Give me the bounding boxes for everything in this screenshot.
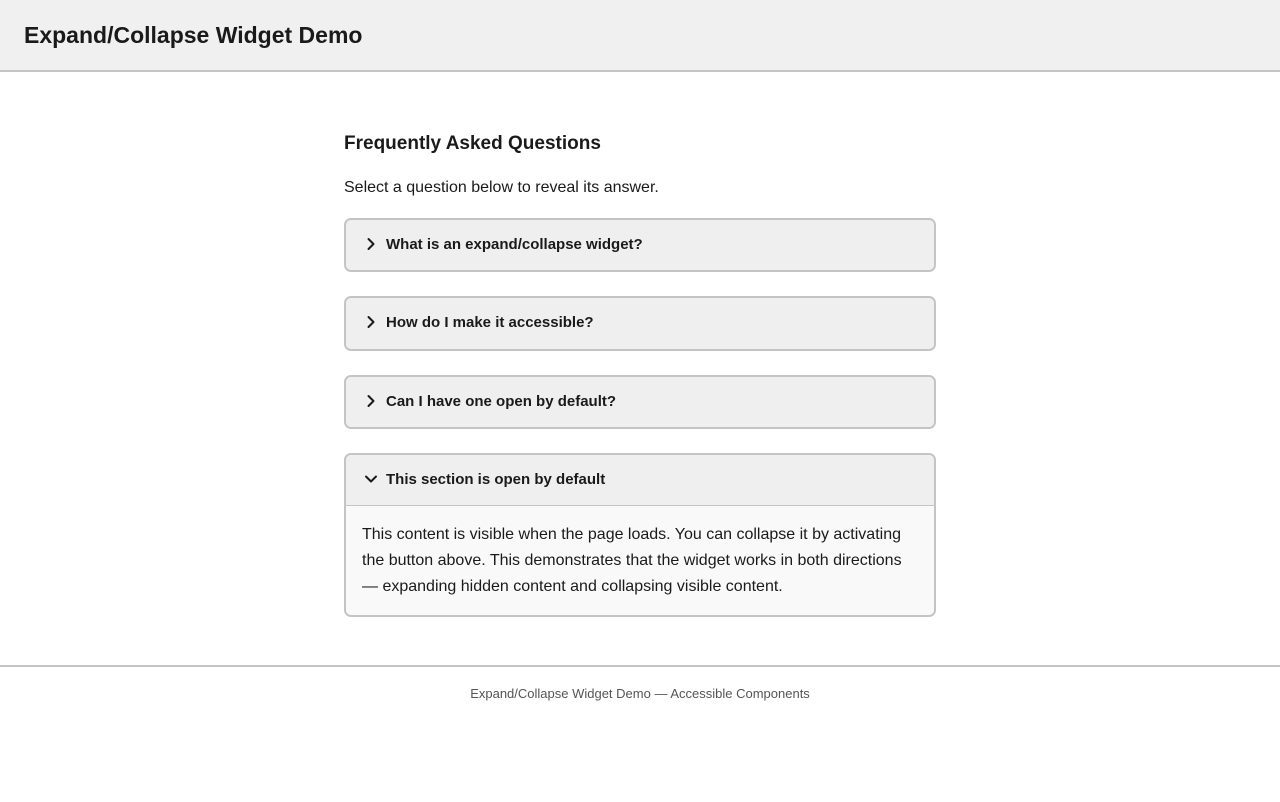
faq-item — [344, 375, 936, 429]
chevron-down-icon — [364, 472, 378, 486]
faq-toggle-button[interactable] — [346, 298, 934, 348]
chevron-right-icon — [364, 394, 378, 408]
page-title: Expand/Collapse Widget Demo — [24, 22, 363, 48]
faq-question-label: Can I have one open by default? — [386, 393, 617, 410]
faq-question-label: What is an expand/collapse widget? — [386, 236, 643, 253]
faq-answer-panel: This content is visible when the page loads. You can collapse it by activating the button above. This demonstrates that the widget works in both directions — expanding hidden content and collapsing visible content. — [346, 505, 934, 616]
faq-item — [344, 218, 936, 272]
faq-question-label: How do I make it accessible? — [386, 314, 594, 331]
faq-question-label: This section is open by default — [386, 471, 606, 488]
chevron-right-icon — [364, 237, 378, 251]
app-header — [0, 0, 1280, 72]
footer-text: Expand/Collapse Widget Demo — Accessible Components — [470, 686, 810, 701]
intro-text: Select a question below to reveal its answer. — [344, 179, 659, 196]
faq-toggle-button[interactable] — [346, 220, 934, 270]
page-footer — [0, 665, 1280, 802]
faq-item — [344, 296, 936, 351]
chevron-right-icon — [364, 315, 378, 329]
faq-item-expanded — [344, 453, 936, 617]
section-title: Frequently Asked Questions — [344, 133, 601, 154]
faq-toggle-button[interactable] — [346, 455, 934, 505]
faq-toggle-button[interactable] — [346, 377, 934, 427]
